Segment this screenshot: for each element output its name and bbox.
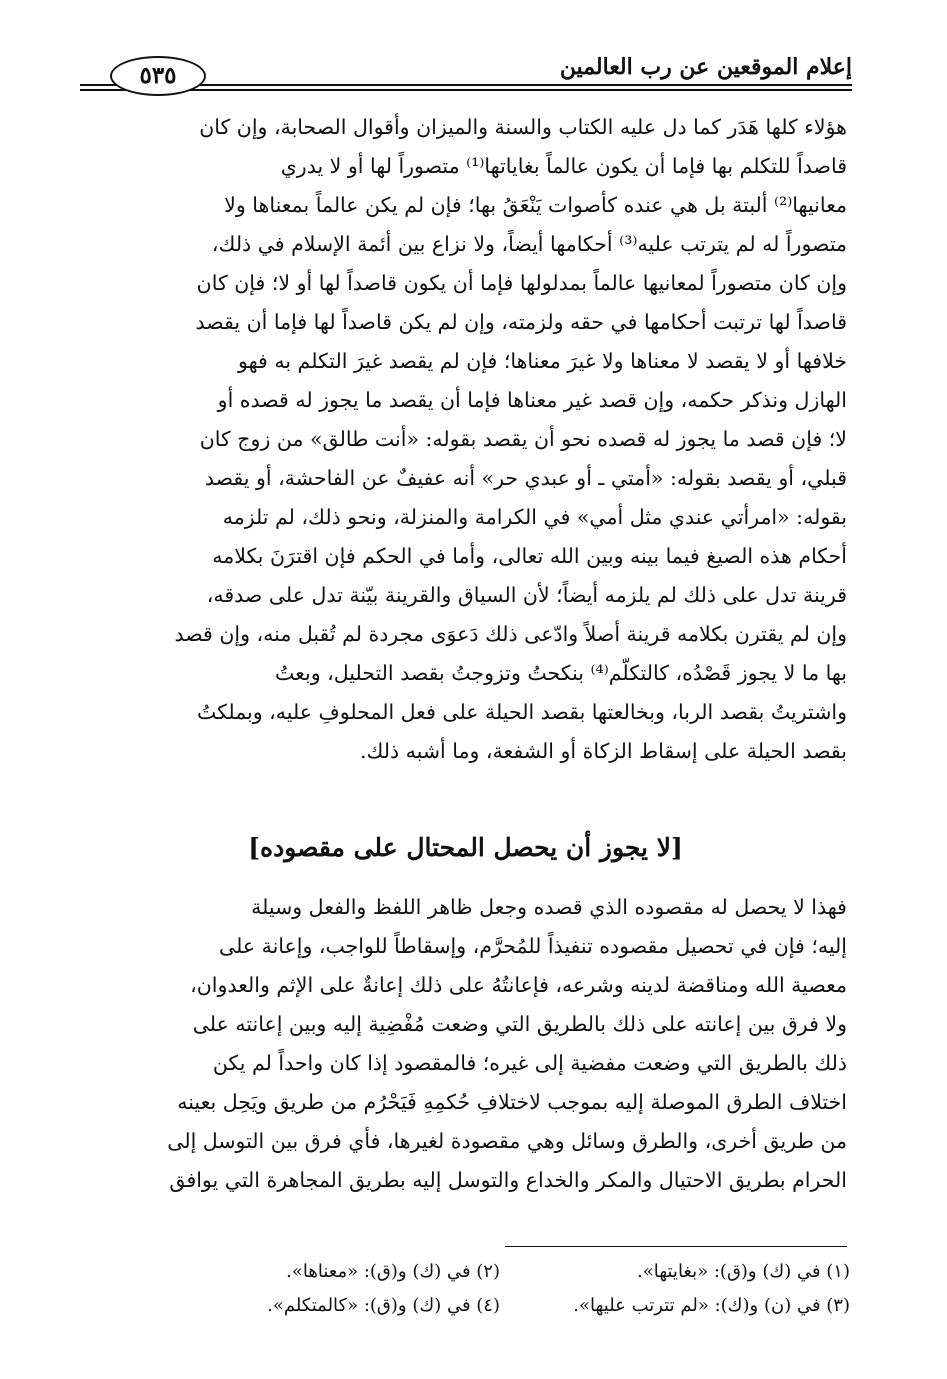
text-line: بقصد الحيلة على إسقاط الزكاة أو الشفعة، وما أشبه ذلك. — [360, 739, 847, 763]
section-heading: [لا يجوز أن يحصل المحتال على مقصوده] — [248, 833, 683, 862]
text-line: لا؛ فإن قصد ما يجوز له قصده نحو أن يقصد بقوله: «أنت طالق» من زوج كان — [199, 427, 847, 451]
text-line: فهذا لا يحصل له مقصوده الذي قصده وجعل ظاهر اللفظ والفعل وسيلة — [251, 895, 847, 919]
text-line: أحكام هذه الصيغ فيما بينه وبين الله تعالى، وأما في الحكم فإن اقترَنَ بكلامه — [212, 544, 847, 568]
text-line: اختلاف الطرق الموصلة إليه بموجب لاختلافِ حُكمِهِ فَيَحْرُم من طريق ويَحِل بعينه — [177, 1090, 847, 1114]
text-line: قاصداً لها ترتبت أحكامها في حقه ولزمته، وإن لم يكن قاصداً لها فإما أن يقصد — [195, 310, 847, 334]
section-text — [84, 888, 847, 1200]
text-line: من طريق أخرى، والطرق وسائل وهي مقصودة لغيرها، فأي فرق بين التوسل إلى — [167, 1129, 847, 1153]
text-line: قبلي، أو يقصد بقوله: «أمتي ـ أو عبدي حر» أنه عفيفٌ عن الفاحشة، أو يقصد — [204, 466, 847, 490]
text-line: قرينة تدل على ذلك لم يلزمه أيضاً؛ لأن السياق والقرينة بيّنة تدل على صدقه، — [206, 583, 847, 607]
text-line: متصوراً له لم يترتب عليه⁽³⁾ أحكامها أيضاً، ولا نزاع بين أئمة الإسلام في ذلك، — [211, 232, 847, 256]
text-line: ذلك بالطريق التي وضعت مفضية إلى غيره؛ فالمقصود إذا كان واحداً لم يكن — [212, 1051, 847, 1075]
text-line: وإن كان متصوراً لمعانيها عالماً بمدلولها فإما أن يكون قاصداً لها أو لا؛ فإن كان — [196, 271, 847, 295]
footnote-1: (١) في (ك) و(ق): «بغايتها». — [636, 1261, 850, 1282]
text-line: هؤلاء كلها هَدَر كما دل عليه الكتاب والسنة والميزان وأقوال الصحابة، وإن كان — [199, 115, 847, 139]
page-header — [80, 48, 852, 96]
running-title: إعلام الموقعين عن رب العالمين — [559, 54, 852, 80]
footnote-row — [150, 1255, 850, 1289]
footnotes — [150, 1255, 850, 1323]
text-line: خلافها أو لا يقصد لا معناها ولا غيرَ معناها؛ فإن لم يقصد غيرَ التكلم به فهو — [237, 349, 847, 373]
text-line: بها ما لا يجوز قَصْدُه، كالتكلّم⁽⁴⁾ بنكحتُ وتزوجتُ بقصد التحليل، وبعتُ — [275, 661, 847, 685]
footnote-row — [150, 1289, 850, 1323]
text-line: قاصداً للتكلم بها فإما أن يكون عالماً بغاياتها⁽¹⁾ متصوراً لها أو لا يدري — [280, 154, 847, 178]
text-line: واشتريتُ بقصد الربا، وبخالعتها بقصد الحيلة على فعل المحلوفِ عليه، وبملكتُ — [196, 700, 847, 724]
main-text — [84, 108, 847, 771]
footnote-4: (٤) في (ك) و(ق): «كالمتكلم». — [267, 1295, 500, 1316]
text-line: إليه؛ فإن في تحصيل مقصوده تنفيذاً للمُحرَّم، وإسقاطاً للواجب، وإعانة على — [218, 934, 847, 958]
text-line: الهازل ونذكر حكمه، وإن قصد غير معناها فإما أن يقصد ما يجوز له قصده أو — [217, 388, 847, 412]
text-line: معصية الله ومناقضة لدينه وشرعه، فإعانتُهُ على ذلك إعانةٌ على الإثم والعدوان، — [190, 973, 847, 997]
footnote-2: (٢) في (ك) و(ق): «معناها». — [286, 1261, 500, 1282]
text-line: معانيها⁽²⁾ ألبتة بل هي عنده كأصوات يَنْعَقُ بها؛ فإن لم يكن عالماً بمعناها ولا — [224, 193, 847, 217]
text-line: الحرام بطريق الاحتيال والمكر والخداع والتوسل إليه بطريق المجاهرة التي يوافق — [169, 1168, 847, 1192]
text-line: وإن لم يقترن بكلامه قرينة أصلاً وادّعى ذلك دَعوَى مجردة لم تُقبل منه، وإن قصد — [174, 622, 847, 646]
header-rule-bottom — [80, 89, 852, 91]
footnote-3: (٣) في (ن) و(ك): «لم تترتب عليها». — [573, 1295, 850, 1316]
footnote-divider — [505, 1246, 847, 1247]
text-line: ولا فرق بين إعانته على ذلك بالطريق التي وضعت مُفْضِية إليه وبين إعانته على — [192, 1012, 847, 1036]
text-line: بقوله: «امرأتي عندي مثل أمي» في الكرامة والمنزلة، ونحو ذلك، لم تلزمه — [222, 505, 847, 529]
page-number: ٥٣٥ — [110, 56, 206, 96]
